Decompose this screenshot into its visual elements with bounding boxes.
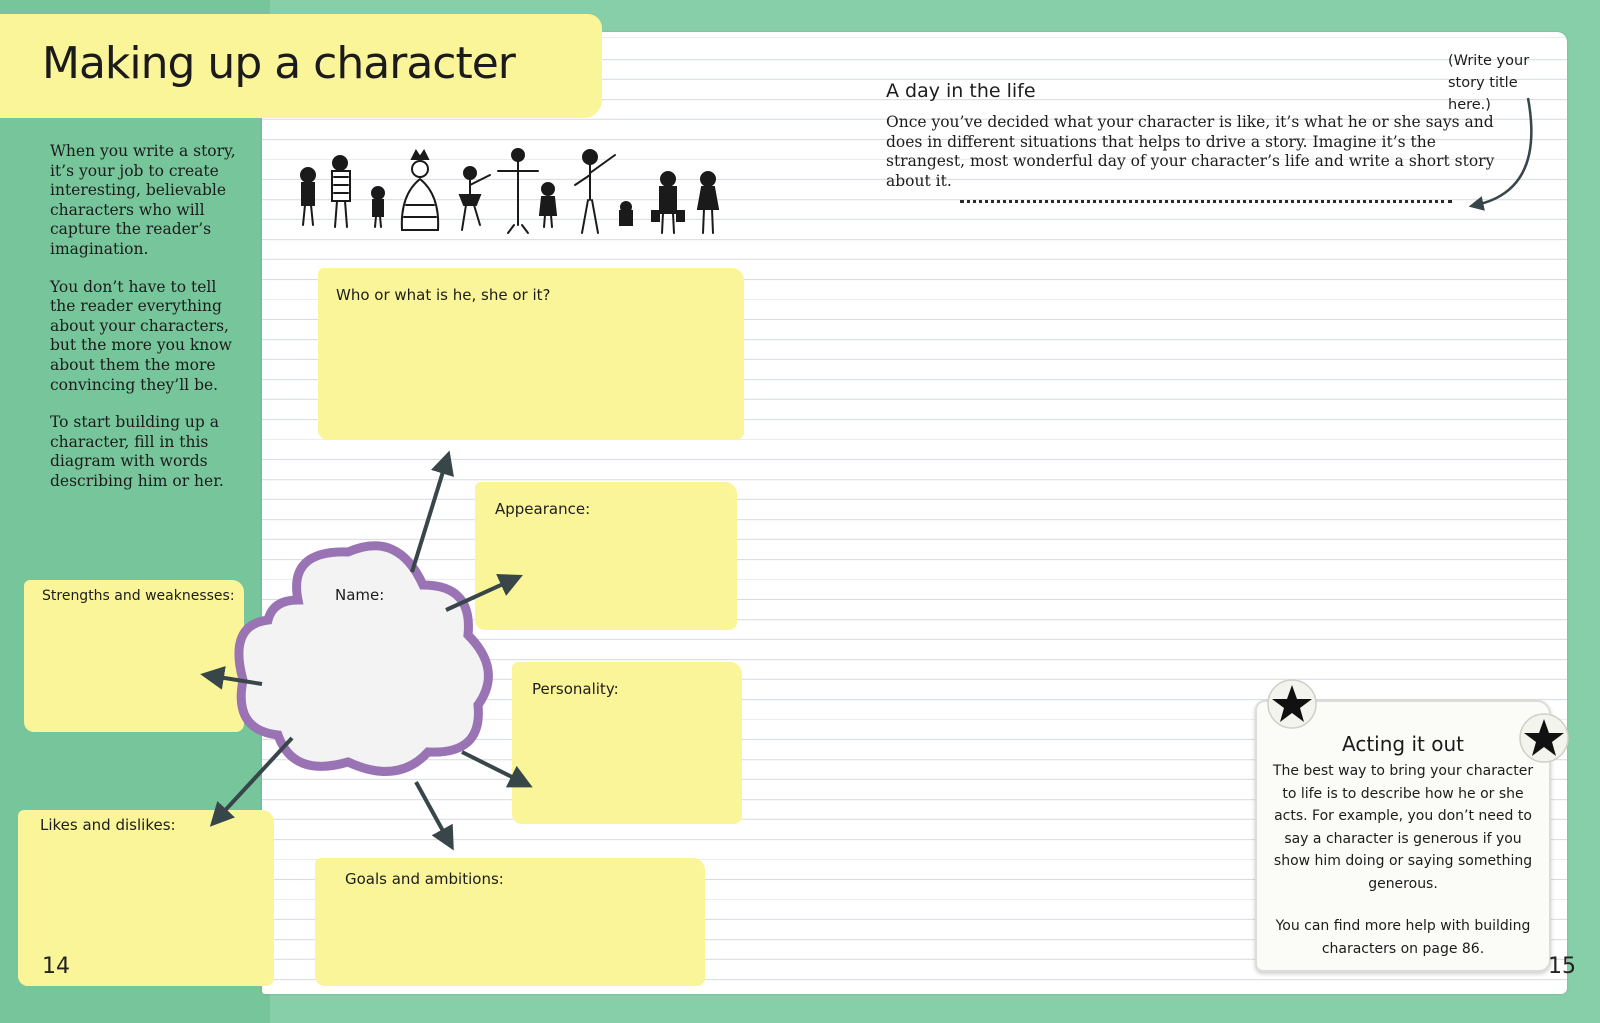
who-box[interactable]: [318, 268, 744, 440]
section-body: Once you’ve decided what your character is like, it’s what he or she says and does in different situations that helps to drive a story. Imagine it’s the strangest, most wonderful day of your character’s life and write a short story about it.: [886, 113, 1495, 190]
who-label: Who or what is he, she or it?: [336, 286, 551, 304]
tip-card: [1255, 700, 1551, 972]
name-label: Name:: [335, 586, 385, 604]
personality-label: Personality:: [532, 680, 619, 698]
appearance-label: Appearance:: [495, 500, 591, 518]
appearance-box[interactable]: [475, 482, 737, 630]
title-hint: (Write your story title here.): [1448, 53, 1530, 113]
goals-box[interactable]: [315, 858, 705, 986]
strengths-label: Strengths and weaknesses:: [42, 588, 235, 604]
story-title-line[interactable]: [960, 200, 1452, 203]
thought-cloud: [228, 530, 508, 780]
intro-paragraph-2: You don’t have to tell the reader everything about your characters, but the more you know about them the more convincing they’ll be.: [50, 277, 232, 394]
star-icon: [1266, 678, 1318, 730]
tip-paragraph-1: The best way to bring your character to life is to describe how he or she acts. For example, you don’t need to say a character is generous if you show him doing or saying something generous.: [1272, 763, 1534, 892]
page-number-left: 14: [42, 954, 70, 979]
page-number-right: 15: [1548, 954, 1576, 979]
star-icon: [1518, 712, 1570, 764]
tip-paragraph-2: You can find more help with building characters on page 86.: [1275, 918, 1531, 957]
page-title: Making up a character: [42, 38, 515, 89]
tip-title: Acting it out: [1342, 732, 1464, 756]
goals-label: Goals and ambitions:: [345, 870, 504, 888]
intro-text: [50, 142, 240, 510]
tip-body: [1269, 760, 1537, 980]
character-figures-illustration: [290, 145, 730, 240]
likes-label: Likes and dislikes:: [40, 816, 176, 834]
personality-box[interactable]: [512, 662, 742, 824]
strengths-box[interactable]: [24, 580, 244, 732]
intro-paragraph-3: To start building up a character, fill in this diagram with words describing him or her.: [50, 413, 224, 490]
intro-paragraph-1: When you write a story, it’s your job to create interesting, believable characters who will capture the reader’s imagination.: [50, 142, 236, 258]
section-title: A day in the life: [886, 80, 1036, 102]
